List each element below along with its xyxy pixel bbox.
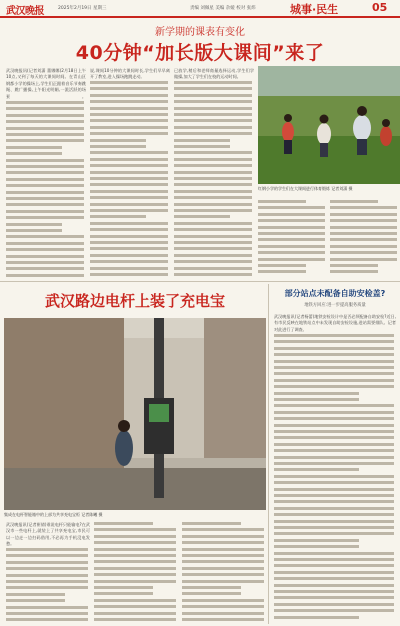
text-line [182, 554, 264, 557]
text-line [274, 366, 394, 369]
text-line [182, 618, 264, 621]
text-line [258, 258, 325, 261]
text-line [274, 462, 394, 465]
text-line [274, 507, 394, 510]
text-line [274, 443, 394, 446]
text-line [274, 609, 394, 612]
text-line [94, 586, 153, 589]
text-line [90, 183, 168, 186]
text-line [174, 164, 252, 167]
text-line [174, 87, 252, 90]
text-line [258, 219, 325, 222]
text-line [90, 94, 168, 97]
article2-column-3 [182, 522, 266, 622]
text-line [274, 571, 394, 574]
column-rule [268, 284, 269, 624]
text-line [174, 196, 252, 199]
text-line [274, 468, 359, 471]
text-line [6, 586, 88, 589]
text-line [274, 552, 394, 555]
text-line [274, 596, 394, 599]
text-line [274, 424, 394, 427]
text-line [90, 100, 168, 103]
text-line [94, 535, 176, 538]
text-line [6, 612, 88, 615]
text-line [274, 539, 359, 542]
text-line [90, 235, 168, 238]
text-line [6, 133, 84, 136]
text-line [174, 222, 252, 225]
text-line [274, 584, 394, 587]
text-line [274, 494, 394, 497]
text-line [182, 599, 264, 602]
text-line [174, 81, 252, 84]
text-line [274, 449, 394, 452]
text-line [90, 222, 168, 225]
text-line [182, 586, 241, 589]
text-line [330, 238, 397, 241]
text-line [174, 241, 252, 244]
text-line [274, 558, 394, 561]
text-line [90, 254, 168, 257]
text-line [6, 561, 88, 564]
text-line [90, 267, 168, 270]
text-line [94, 599, 176, 602]
text-line [90, 151, 168, 154]
text-line [274, 564, 394, 567]
text-line [90, 139, 146, 142]
text-line [330, 219, 397, 222]
text-line [330, 226, 397, 229]
text-line [174, 107, 252, 110]
text-line [174, 267, 252, 270]
text-line [174, 132, 252, 135]
article1-col2-lead: 说,课间10分钟的大课间时长,学生们早早离开了教室,进入操场跑跳走动。 [90, 68, 170, 80]
text-line [94, 560, 176, 563]
text-line [182, 560, 264, 563]
students-exercise-photo [258, 66, 400, 184]
text-line [258, 238, 325, 241]
text-line [94, 580, 176, 583]
text-line [274, 347, 394, 350]
text-line [6, 184, 84, 187]
masthead [0, 0, 400, 18]
article2-column-2 [94, 522, 178, 622]
text-line [94, 612, 176, 615]
text-line [274, 436, 394, 439]
text-line [174, 254, 252, 257]
text-line [258, 270, 306, 273]
text-line [174, 171, 252, 174]
text-line [274, 475, 394, 478]
text-line [274, 430, 394, 433]
text-line [90, 113, 168, 116]
article1-column-5 [330, 200, 398, 278]
text-line [90, 196, 168, 199]
text-line [274, 385, 394, 388]
text-line [330, 206, 397, 209]
text-line [174, 145, 230, 148]
text-line [6, 618, 88, 621]
text-line [182, 592, 241, 595]
text-line [330, 258, 397, 261]
text-line [274, 526, 394, 529]
text-line [274, 577, 394, 580]
text-line [330, 200, 378, 203]
text-line [330, 245, 397, 248]
text-line [174, 100, 252, 103]
text-line [174, 203, 252, 206]
text-line [6, 139, 84, 142]
text-line [274, 340, 394, 343]
text-line [6, 229, 62, 232]
text-line [90, 145, 146, 148]
page-number: 05 [372, 1, 388, 14]
text-line [94, 548, 176, 551]
article1-column-2 [90, 68, 170, 278]
text-line [6, 255, 84, 258]
text-line [94, 592, 153, 595]
text-line [90, 132, 168, 135]
text-line [90, 241, 168, 244]
text-line [6, 101, 84, 104]
photo2-caption: 集成在电杆智能箱中的上部为共享充电宝柜 记者陈曦 摄 [4, 512, 103, 517]
text-line [90, 158, 168, 161]
text-line [258, 200, 306, 203]
section-name: 城事·民生 [290, 3, 339, 16]
text-line [330, 251, 397, 254]
article1-column-3 [174, 68, 254, 278]
text-line [174, 126, 252, 129]
text-line [90, 273, 168, 276]
text-line [274, 488, 394, 491]
article1-column-4 [258, 200, 326, 278]
text-line [6, 203, 84, 206]
text-line [274, 372, 394, 375]
text-line [6, 267, 84, 270]
text-line [90, 260, 168, 263]
text-line [94, 567, 176, 570]
text-line [274, 456, 394, 459]
text-line [182, 528, 264, 531]
text-line [274, 392, 359, 395]
text-line [94, 554, 176, 557]
text-line [182, 580, 264, 583]
text-line [330, 270, 378, 273]
text-line [6, 216, 84, 219]
text-line [6, 171, 84, 174]
text-line [6, 261, 84, 264]
article2-headline: 武汉路边电杆上装了充电宝 [44, 292, 225, 310]
text-line [174, 260, 252, 263]
text-line [94, 528, 176, 531]
article1-col3-lead: 已放学,稍后和老师商量选择运动,学生们学做操,加大了学生们在校的运动时间。 [174, 68, 254, 80]
text-line [6, 120, 84, 123]
text-line [90, 190, 168, 193]
text-line [174, 209, 252, 212]
text-line [6, 178, 84, 181]
text-line [6, 235, 84, 238]
text-line [182, 541, 264, 544]
text-line [90, 247, 168, 250]
text-line [90, 171, 168, 174]
text-line [258, 206, 325, 209]
text-line [6, 127, 84, 130]
article2-lead: 武汉晚报讯(记者崔倩)谁说电杆只能输电?在武汉市一些电杆上,就装上了共享充电宝,市民可以一边走一边扫码借用,不必再为手机没电发愁。 [6, 522, 90, 547]
text-line [274, 590, 394, 593]
text-line [330, 213, 397, 216]
text-line [274, 545, 359, 548]
text-line [6, 242, 84, 245]
text-line [94, 605, 176, 608]
text-line [274, 353, 394, 356]
text-line [6, 107, 84, 110]
text-line [274, 398, 359, 401]
text-line [258, 232, 325, 235]
text-line [6, 152, 62, 155]
text-line [6, 606, 88, 609]
text-line [90, 203, 168, 206]
text-line [6, 574, 88, 577]
text-line [6, 599, 65, 602]
text-line [6, 146, 62, 149]
text-line [274, 481, 394, 484]
text-line [6, 197, 84, 200]
photo1-caption: 红钢小学的学生们在大课间进行体育锻炼 记者刘潇 摄 [258, 186, 353, 191]
text-line [90, 209, 168, 212]
text-line [174, 151, 252, 154]
article1-col1-lead: 武汉晚报讯(记者刘潇 董娜娜)2月18日上午10点,又到了每天的大课间时间。在青山区钢都小学的操场上,学生们正跟着音乐节奏跳绳、跳广播操,上午阳光明媚,一派活跃的场景。 [6, 68, 86, 99]
text-line [258, 264, 306, 267]
text-line [274, 334, 394, 337]
text-line [258, 226, 325, 229]
text-line [174, 113, 252, 116]
text-line [182, 535, 264, 538]
text-line [258, 245, 325, 248]
text-line [6, 248, 84, 251]
text-line [90, 119, 168, 122]
text-line [274, 404, 394, 407]
text-line [94, 573, 176, 576]
text-line [174, 183, 252, 186]
text-line [174, 190, 252, 193]
editor-credits: 责编 刘佩星 美编 杂媛 校对 张炜 [190, 6, 256, 11]
text-line [258, 213, 325, 216]
text-line [182, 573, 264, 576]
text-line [6, 593, 65, 596]
text-line [174, 119, 252, 122]
text-line [330, 264, 378, 267]
text-line [174, 139, 230, 142]
charging-pole-photo [4, 318, 266, 510]
text-line [274, 603, 394, 606]
issue-date: 2025年2月19日 星期三 [58, 6, 107, 11]
text-line [274, 532, 394, 535]
text-line [90, 164, 168, 167]
text-line [274, 379, 394, 382]
text-line [274, 616, 359, 619]
text-line [182, 548, 264, 551]
text-line [182, 605, 264, 608]
text-line [90, 87, 168, 90]
text-line [182, 612, 264, 615]
text-line [274, 500, 394, 503]
text-line [174, 247, 252, 250]
text-line [174, 228, 252, 231]
newspaper-logo: 武汉晚报 [6, 6, 44, 17]
text-line [174, 177, 252, 180]
text-line [94, 541, 176, 544]
text-line [274, 417, 394, 420]
text-line [174, 215, 230, 218]
text-line [174, 273, 252, 276]
text-line [330, 232, 397, 235]
article1-column-1 [6, 68, 86, 278]
article1-subtitle: 新学期的课表有变化 [155, 27, 245, 38]
text-line [94, 522, 153, 525]
text-line [90, 177, 168, 180]
text-line [174, 158, 252, 161]
text-line [258, 251, 325, 254]
article2-column-1 [6, 522, 90, 622]
text-line [6, 165, 84, 168]
text-line [90, 126, 168, 129]
text-line [6, 274, 84, 277]
text-line [174, 235, 252, 238]
sidebar-article [270, 282, 400, 626]
text-line [274, 360, 394, 363]
text-line [90, 81, 168, 84]
text-line [6, 159, 84, 162]
text-line [6, 223, 62, 226]
text-line [182, 522, 241, 525]
text-line [90, 228, 168, 231]
sidebar-headline: 部分站点未配备自助安检盖? [284, 289, 386, 298]
text-line [6, 210, 84, 213]
text-line [174, 94, 252, 97]
text-line [6, 554, 88, 557]
article1-headline: 40分钟“加长版大课间”来了 [75, 42, 325, 64]
text-line [6, 580, 88, 583]
text-line [6, 567, 88, 570]
text-line [6, 114, 84, 117]
text-line [6, 548, 88, 551]
sidebar-subtitle: 地铁方回应:进一步提高服务质量 [304, 303, 366, 308]
text-line [94, 618, 176, 621]
sidebar-lead: 武汉晚报讯(记者杨蕾)地铁安检设计中是否必须配备自助安检?近日,有市民反映在地铁站点中未发现自助安检设施,进站需要排队。记者对此进行了调查。 [274, 314, 396, 332]
text-line [274, 520, 394, 523]
text-line [90, 215, 146, 218]
text-line [90, 107, 168, 110]
text-line [182, 567, 264, 570]
text-line [274, 513, 394, 516]
text-line [6, 191, 84, 194]
text-line [274, 411, 394, 414]
sidebar-body [274, 314, 396, 620]
